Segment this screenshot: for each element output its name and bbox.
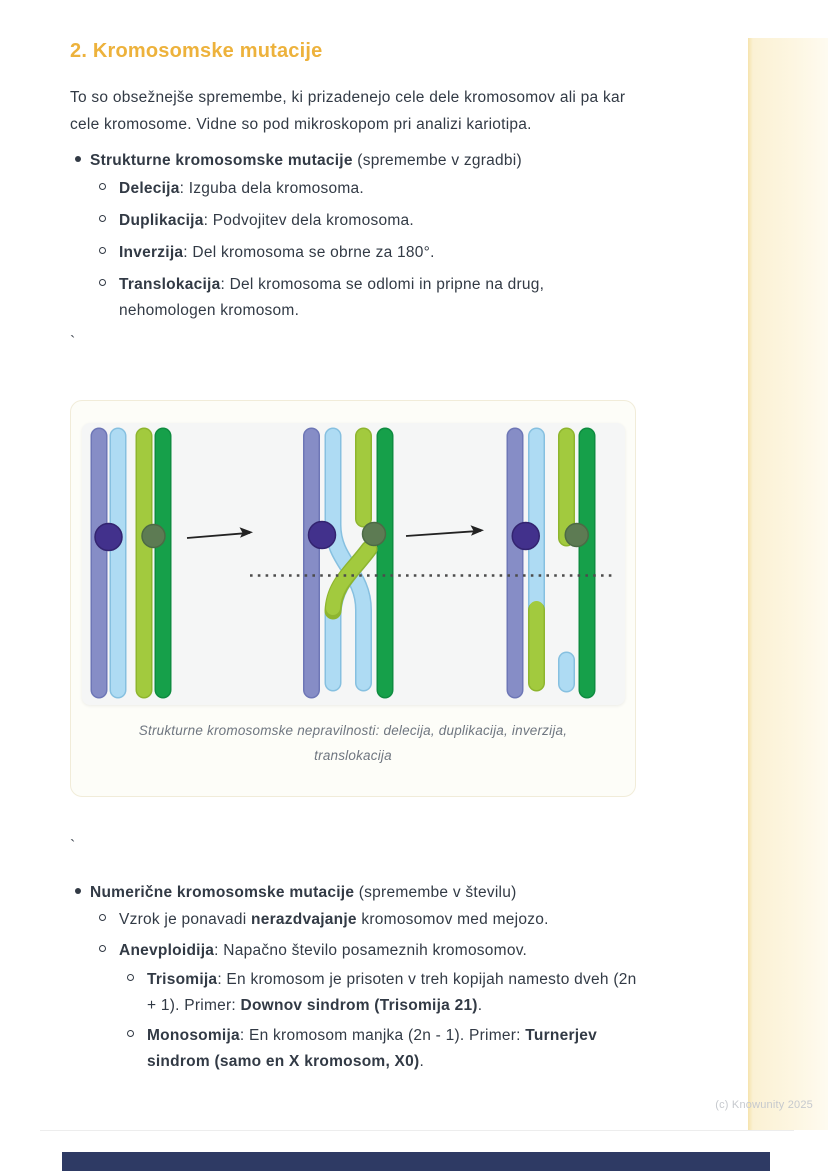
term: Trisomija xyxy=(147,971,218,988)
line2-post: . xyxy=(419,1053,424,1070)
list-item-structural-heading xyxy=(0,148,720,174)
list-item-deletion xyxy=(0,176,720,202)
circle-marker xyxy=(127,974,134,981)
line2-post: . xyxy=(477,997,483,1014)
page-margin-stripe xyxy=(748,38,828,1130)
definition: : En kromosom je prisoten v treh kopijah namesto dveh (2n xyxy=(217,971,637,988)
list-item-inversion xyxy=(0,240,720,266)
list-item-aneuploidy xyxy=(0,938,720,964)
circle-marker xyxy=(99,279,106,286)
chromosome-pair-before xyxy=(95,436,165,690)
stray-backtick: ` xyxy=(70,334,76,351)
figure-caption-line: Strukturne kromosomske nepravilnosti: delecija, duplikacija, inverzija, xyxy=(138,723,568,738)
definition: : Napačno število posameznih kromosomov. xyxy=(214,942,528,959)
figure-caption-line: translokacija xyxy=(314,747,392,763)
cause-post: kromosomov med mejozo. xyxy=(356,911,549,928)
intro-line: To so obsežnejše spremembe, ki prizadenejo cele dele kromosomov ali pa kar xyxy=(70,89,626,106)
bullet-marker xyxy=(75,888,81,894)
page-title: 2. Kromosomske mutacije xyxy=(70,40,323,62)
watermark: (c) Knowunity 2025 xyxy=(715,1099,813,1111)
list-item-cause xyxy=(0,907,720,933)
circle-marker xyxy=(99,914,106,921)
circle-marker xyxy=(99,247,106,254)
page-bottom-edge xyxy=(40,1130,794,1131)
list-item-trisomy xyxy=(0,967,720,1019)
structural-heading-bold: Strukturne kromosomske mutacije xyxy=(90,152,353,169)
centromere xyxy=(565,524,588,547)
list-item-numeric-heading xyxy=(0,880,720,906)
intro-paragraph xyxy=(70,85,625,138)
circle-marker xyxy=(127,1030,134,1037)
bullet-marker xyxy=(75,156,81,162)
figure-panel xyxy=(82,423,625,705)
centromere xyxy=(142,525,165,548)
chromosome-pair-after xyxy=(512,436,588,690)
numeric-heading-bold: Numerične kromosomske mutacije xyxy=(90,884,355,901)
definition-bold-tail: Turnerjev xyxy=(525,1027,598,1044)
centromere xyxy=(95,524,122,551)
arrow-right-icon xyxy=(406,525,484,536)
cause-pre: Vzrok je ponavadi xyxy=(119,911,252,928)
term: Monosomija xyxy=(147,1027,240,1044)
circle-marker xyxy=(99,945,106,952)
list-item-translocation xyxy=(0,272,720,324)
arrow-right-icon xyxy=(187,527,253,538)
line2-bold: Downov sindrom (Trisomija 21) xyxy=(240,997,478,1014)
list-item-monosomy xyxy=(0,1023,720,1075)
definition: : En kromosom manjka (2n - 1). Primer: xyxy=(239,1027,526,1044)
centromere xyxy=(309,522,336,549)
centromere xyxy=(363,523,386,546)
term: Duplikacija xyxy=(119,212,204,229)
definition: : Del kromosoma se obrne za 180°. xyxy=(183,244,435,261)
chromosome-illustration xyxy=(82,423,625,705)
cause-bold: nerazdvajanje xyxy=(251,911,357,928)
centromere xyxy=(512,523,539,550)
definition: : Podvojitev dela kromosoma. xyxy=(203,212,414,229)
line2-bold: sindrom (samo en X kromosom, X0) xyxy=(147,1053,420,1070)
list-item-duplication xyxy=(0,208,720,234)
definition-line2 xyxy=(147,993,720,1019)
intro-line: cele kromosome. Vidne so pod mikroskopom pri analizi kariotipa. xyxy=(70,115,532,133)
definition: : Izguba dela kromosoma. xyxy=(179,180,364,197)
numeric-heading-rest: (spremembe v številu) xyxy=(354,884,517,901)
line2-pre: + 1). Primer: xyxy=(147,997,241,1014)
definition: : Del kromosoma se odlomi in pripne na drug, xyxy=(220,276,545,293)
term: Delecija xyxy=(119,180,180,197)
term: Translokacija xyxy=(119,276,221,293)
definition-line2 xyxy=(147,1049,720,1075)
circle-marker xyxy=(99,215,106,222)
next-page-top-edge xyxy=(62,1152,770,1171)
term: Anevploidija xyxy=(119,942,215,959)
chromosome-pair-exchange xyxy=(309,436,386,690)
definition-line2: nehomologen kromosom. xyxy=(119,302,300,319)
structural-heading-rest: (spremembe v zgradbi) xyxy=(352,152,522,169)
circle-marker xyxy=(99,183,106,190)
term: Inverzija xyxy=(119,244,184,261)
figure-caption xyxy=(90,719,616,768)
stray-backtick: ` xyxy=(70,838,76,855)
